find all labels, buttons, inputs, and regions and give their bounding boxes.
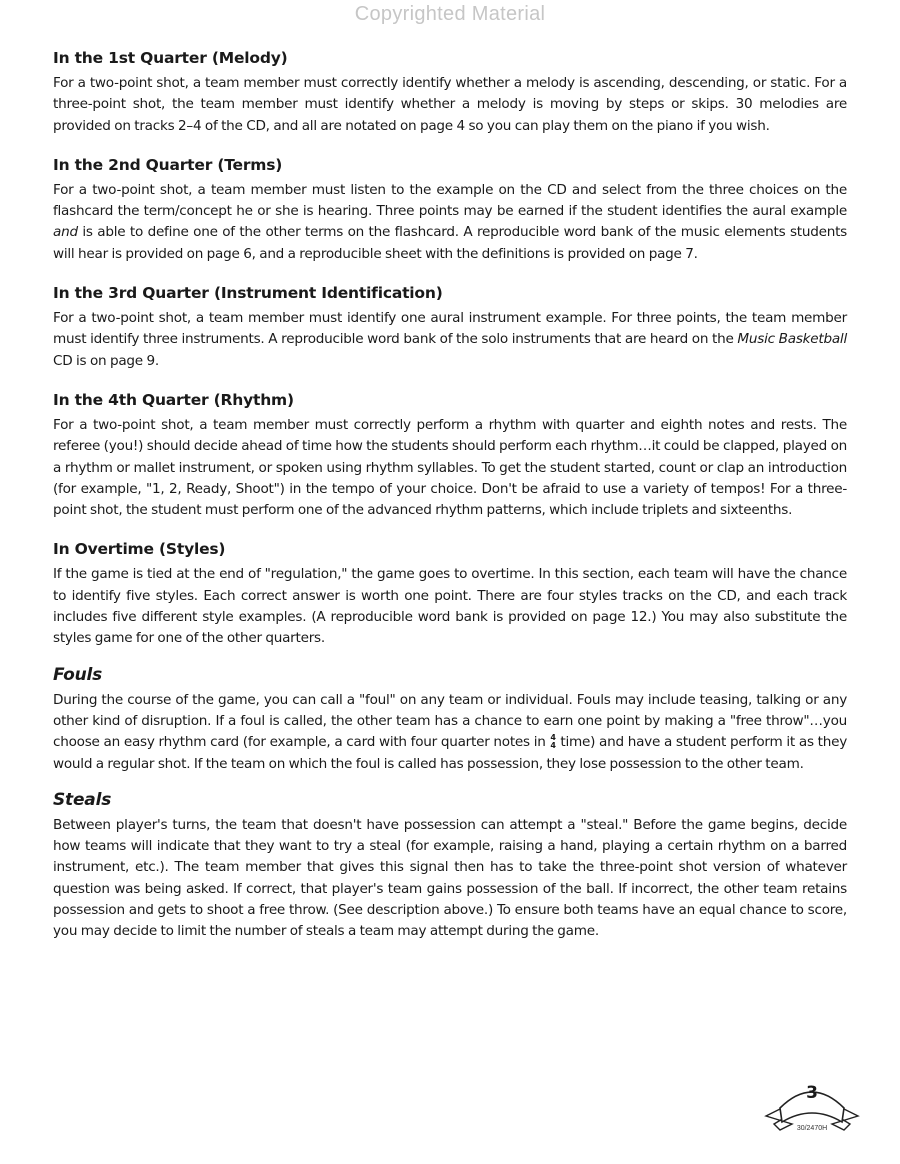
section-title: Fouls xyxy=(53,664,103,685)
time-signature-bottom: 4 xyxy=(550,741,556,751)
section-fouls xyxy=(53,664,847,775)
time-signature xyxy=(550,734,557,750)
section-body xyxy=(53,308,847,372)
section-body: Between player's turns, the team that doesn't have possession can attempt a "steal." Before the game begins, decide how teams will indicate that they want to try a steal (for example, raising a hand, playing a certain rhythm on a barred instrument, etc.). The team member that gives this signal then has to take the three-point shot version of whatever question was being asked. If correct, that player's team gains possession of the ball. If incorrect, the other team retains possession and gets to shoot a free throw. (See description above.) To ensure both teams have an equal chance to score, you may decide to limit the number of steals a team may attempt during the game. xyxy=(53,816,847,940)
section-steals xyxy=(53,789,847,943)
catalog-code: 30/2470H xyxy=(796,1125,828,1132)
body-text: During the course of the game, you can call a "foul" on any team or individual. Fouls may include teasing, talking or any other kind of disruption. If a foul is called, the other team has a chance to earn one point by making a "free throw"…you choose an easy rhythm card (for example, a card with four quarter notes in xyxy=(53,691,847,751)
copyright-watermark: Copyrighted Material xyxy=(354,3,546,25)
body-text: For a two-point shot, a team member must listen to the example on the CD and select from the three choices on the flashcard the term/concept he or she is hearing. Three points may be earned if the student identifies the aural example xyxy=(53,181,847,220)
body-text: time) and have a student perform it as they would a regular shot. If the team on which the foul is called has possession, they lose possession to the other team. xyxy=(53,734,848,772)
section-body: If the game is tied at the end of "regulation," the game goes to overtime. In this section, each team will have the chance to identify five styles. Each correct answer is worth one point. There are four styles tracks on the CD, and each track includes five different style examples. (A reproducible word bank is provided on page 12.) You may also substitute the styles game for one of the other quarters. xyxy=(53,566,847,647)
body-italic: Music Basketball xyxy=(737,331,847,348)
time-signature-top: 4 xyxy=(550,733,556,743)
section-title: In the 1st Quarter (Melody) xyxy=(53,49,288,67)
page-number: 3 xyxy=(806,1083,818,1103)
section-body: For a two-point shot, a team member must correctly identify whether a melody is ascending, descending, or static. For a three-point shot, the team member must identify whether a melody is moving by steps or skips. 30 melodies are provided on tracks 2–4 of the CD, and all are notated on page 4 so you can play them on the piano if you wish. xyxy=(53,75,847,134)
section-title: In Overtime (Styles) xyxy=(53,540,226,559)
section-title: In the 3rd Quarter (Instrument Identification) xyxy=(53,284,443,303)
section-title: In the 2nd Quarter (Terms) xyxy=(53,155,283,174)
section-instrument-identification xyxy=(53,282,847,372)
section-terms xyxy=(53,154,847,265)
section-title: Steals xyxy=(53,789,112,810)
section-body xyxy=(53,180,847,265)
body-text: For a two-point shot, a team member must identify one aural instrument example. For three points, the team member must identify three instruments. A reproducible word bank of the solo instruments that are heard on the xyxy=(53,310,847,348)
section-body: For a two-point shot, a team member must correctly perform a rhythm with quarter and eighth notes and rests. The referee (you!) should decide ahead of time how the students should perform each rhythm…it could be clapped, played on a rhythm or mallet instrument, or spoken using rhythm syllables. To get the student started, count or clap an introduction (for example, "1, 2, Ready, Shoot") in the tempo of your choice. Don't be afraid to use a variety of tempos! For a three-point shot, the student must perform one of the advanced rhythm patterns, which include triplets and sixteenths. xyxy=(53,416,847,519)
section-styles xyxy=(53,538,847,649)
section-melody xyxy=(53,47,847,137)
body-italic: and xyxy=(53,224,78,241)
page-content xyxy=(53,47,847,960)
section-title: In the 4th Quarter (Rhythm) xyxy=(53,390,294,409)
section-body xyxy=(53,690,847,775)
body-text: is able to define one of the other terms on the flashcard. A reproducible word bank of the music elements students will hear is provided on page 6, and a reproducible sheet with the definitions is provided on page 7. xyxy=(53,224,847,262)
section-rhythm xyxy=(53,389,847,521)
body-text: CD is on page 9. xyxy=(53,352,159,369)
